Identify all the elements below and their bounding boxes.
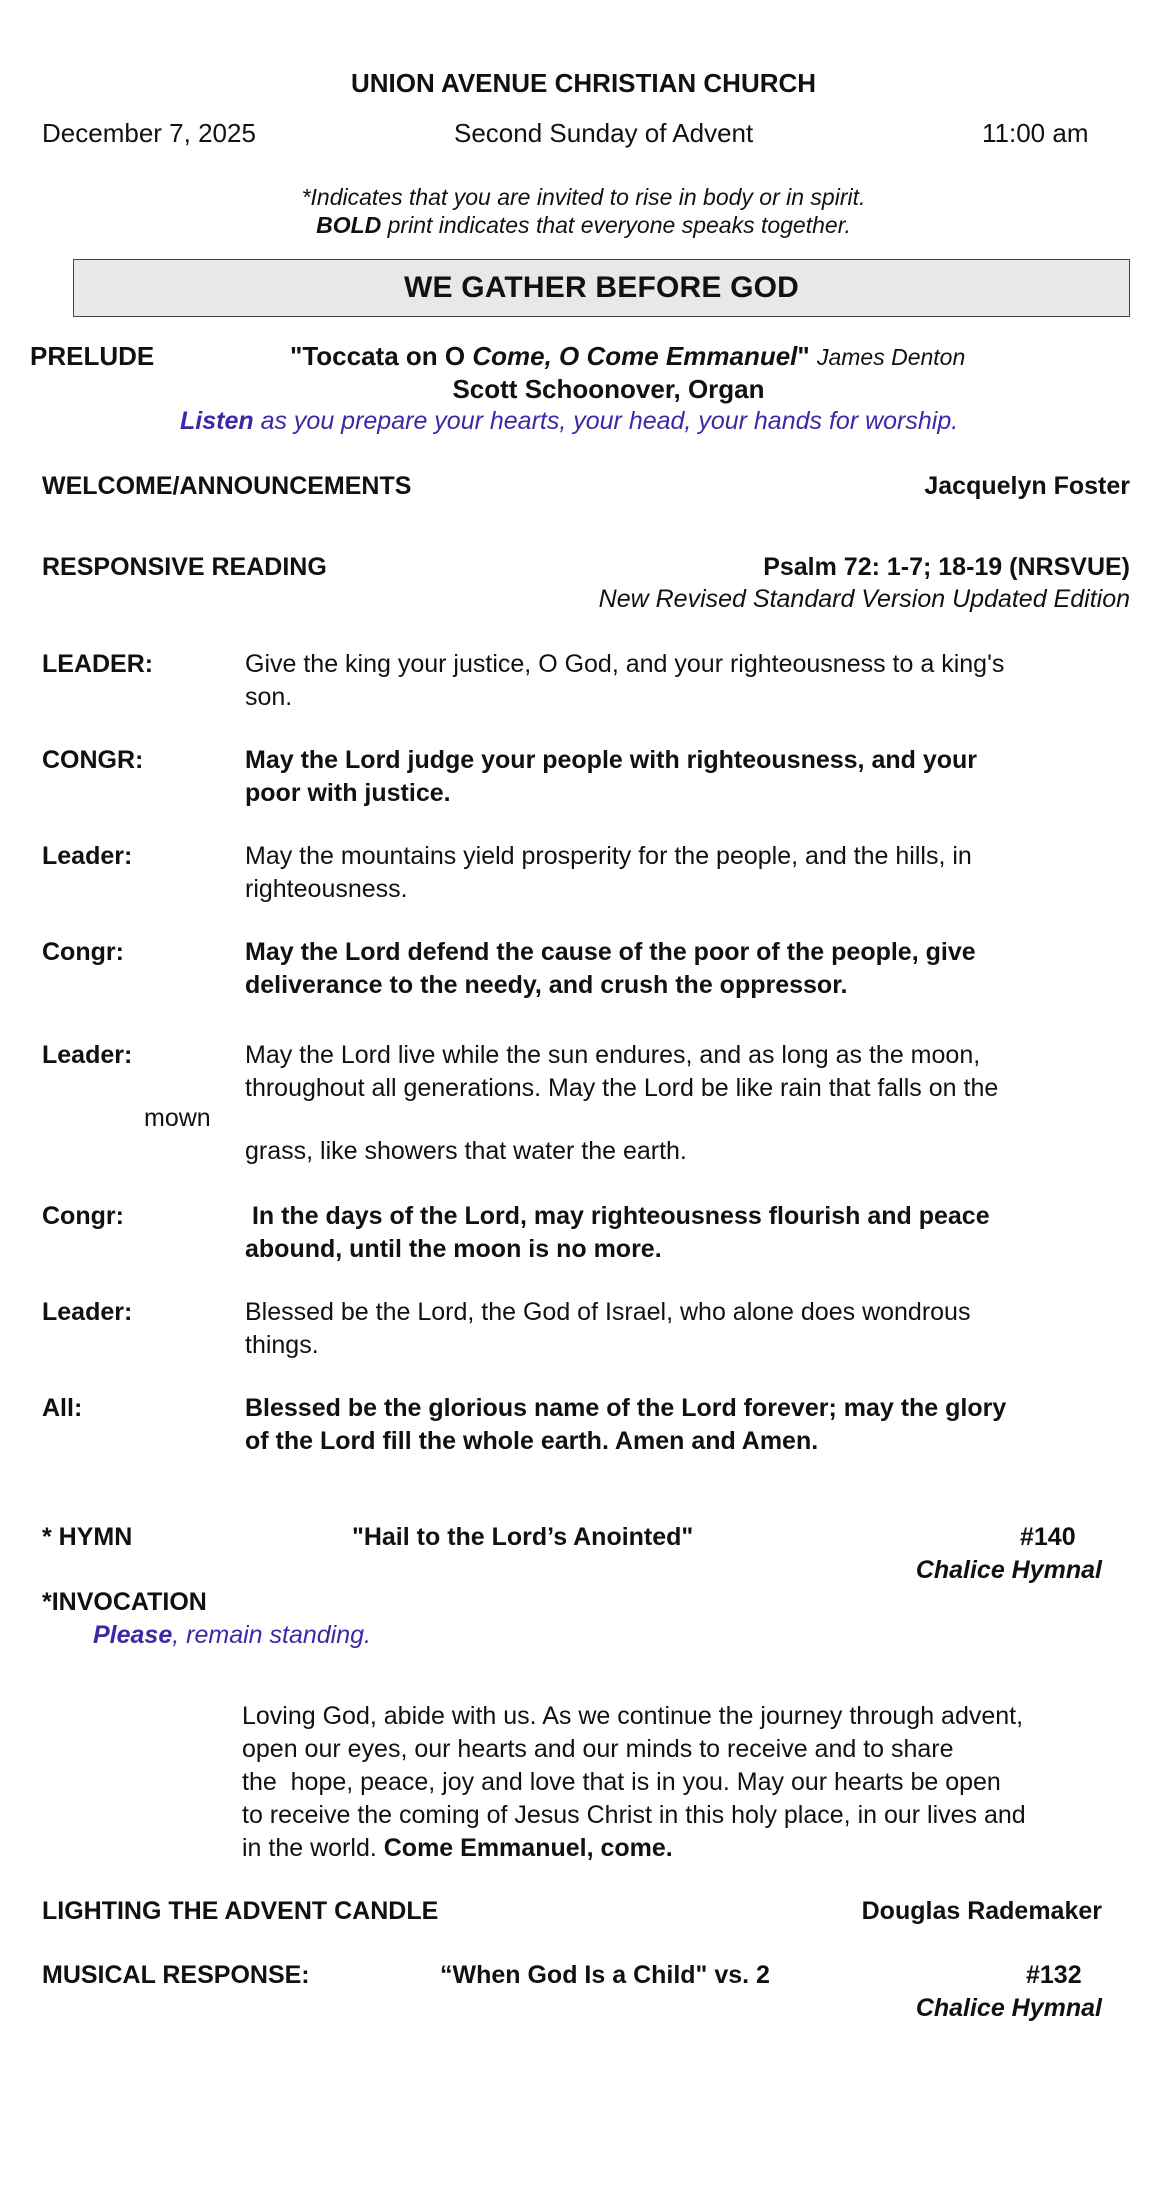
- candle-label: LIGHTING THE ADVENT CANDLE: [42, 1897, 439, 1925]
- welcome-leader: Jacquelyn Foster: [924, 472, 1130, 500]
- prelude-title: [290, 341, 965, 372]
- reading-text: [245, 1392, 1006, 1458]
- reading-speaker: Leader:: [42, 1298, 133, 1326]
- legend-line-2-rest: print indicates that everyone speaks together.: [381, 212, 851, 238]
- reading-text: [245, 1296, 970, 1362]
- reading-text: [245, 1200, 990, 1266]
- reading-speaker: Congr:: [42, 1202, 124, 1230]
- reading-text-line: In the days of the Lord, may righteousness flourish and peace: [245, 1202, 990, 1230]
- reading-speaker: Leader:: [42, 842, 133, 870]
- reading-text-line: Blessed be the glorious name of the Lord forever; may the glory: [245, 1394, 1007, 1422]
- prelude-performer: Scott Schoonover, Organ: [452, 374, 765, 404]
- reading-text: [245, 936, 976, 1002]
- reading-version: New Revised Standard Version Updated Edition: [598, 585, 1130, 613]
- prelude-instruction-rest: as you prepare your hearts, your head, your hands for worship.: [253, 407, 959, 435]
- reading-reference: Psalm 72: 1-7; 18-19 (NRSVUE): [763, 553, 1130, 581]
- invocation-instruction: [93, 1621, 371, 1650]
- hymn-number: #140: [1020, 1523, 1076, 1551]
- invocation-instruction-rest: , remain standing.: [172, 1621, 371, 1649]
- invocation-prayer: [242, 1667, 1026, 1898]
- prayer-line: Loving God, abide with us. As we continue the journey through advent,: [242, 1702, 1024, 1730]
- section-heading: WE GATHER BEFORE GOD: [403, 271, 800, 304]
- reading-text-line: of the Lord fill the whole earth. Amen and Amen.: [245, 1427, 819, 1455]
- musical-response-number: #132: [1026, 1961, 1082, 1989]
- hymn-hymnal: Chalice Hymnal: [915, 1556, 1102, 1584]
- church-name: UNION AVENUE CHRISTIAN CHURCH: [350, 68, 817, 98]
- section-heading-box: [73, 259, 1130, 317]
- prayer-line: to receive the coming of Jesus Christ in this holy place, in our lives and: [242, 1801, 1026, 1829]
- service-time: 11:00 am: [982, 118, 1089, 148]
- reading-text-line: Give the king your justice, O God, and your righteousness to a king's: [245, 650, 1005, 678]
- reading-label: RESPONSIVE READING: [42, 553, 327, 581]
- prelude-instruction: [180, 407, 958, 436]
- reading-speaker: CONGR:: [42, 746, 144, 774]
- reading-speaker: Congr:: [42, 938, 124, 966]
- prelude-title-part3: ": [797, 341, 810, 371]
- prelude-instruction-strong: Listen: [180, 407, 254, 435]
- prayer-line-text: in the world.: [242, 1834, 384, 1862]
- prelude-title-part1: "Toccata on O: [290, 341, 473, 371]
- reading-text-line: Blessed be the Lord, the God of Israel, who alone does wondrous: [245, 1298, 971, 1326]
- welcome-label: WELCOME/ANNOUNCEMENTS: [42, 472, 412, 500]
- prayer-closing: Come Emmanuel, come.: [383, 1834, 673, 1862]
- candle-leader: Douglas Rademaker: [861, 1897, 1102, 1925]
- reading-text-line: things.: [245, 1331, 319, 1359]
- hymn-title: "Hail to the Lord’s Anointed": [352, 1523, 694, 1551]
- reading-text-line: grass, like showers that water the earth.: [245, 1137, 687, 1165]
- reading-text-line: son.: [245, 683, 293, 711]
- prelude-title-part2: Come, O Come Emmanuel: [472, 341, 798, 371]
- reading-text-line: May the Lord judge your people with righteousness, and your: [245, 746, 978, 774]
- service-occasion: Second Sunday of Advent: [454, 118, 754, 148]
- legend-line-2: [0, 212, 1167, 239]
- invocation-instruction-strong: Please: [93, 1621, 173, 1649]
- reading-text-line: May the Lord defend the cause of the poor of the people, give: [245, 938, 976, 966]
- reading-speaker: LEADER:: [42, 650, 154, 678]
- prayer-line: [242, 1832, 1026, 1865]
- reading-text: [245, 1039, 998, 1105]
- service-date: December 7, 2025: [42, 118, 256, 148]
- reading-speaker: Leader:: [42, 1041, 133, 1069]
- reading-text-line: poor with justice.: [245, 779, 451, 807]
- reading-speaker: All:: [42, 1394, 83, 1422]
- reading-text-line: deliverance to the needy, and crush the oppressor.: [245, 971, 848, 999]
- prayer-line: open our eyes, our hearts and our minds to receive and to share: [242, 1735, 954, 1763]
- prelude-composer: James Denton: [816, 344, 966, 370]
- reading-text: [245, 648, 1004, 714]
- legend-bold-word: BOLD: [316, 212, 382, 238]
- reading-text-wrap: mown: [144, 1104, 211, 1132]
- reading-text-line: abound, until the moon is no more.: [245, 1235, 662, 1263]
- reading-text: [245, 840, 972, 906]
- musical-response-hymnal: Chalice Hymnal: [915, 1994, 1102, 2022]
- legend-line-1: *Indicates that you are invited to rise in body or in spirit.: [301, 184, 866, 210]
- prayer-line: the hope, peace, joy and love that is in you. May our hearts be open: [242, 1768, 1001, 1796]
- invocation-label: *INVOCATION: [42, 1588, 207, 1616]
- reading-text-line: righteousness.: [245, 875, 408, 903]
- musical-response-title: “When God Is a Child" vs. 2: [440, 1961, 770, 1989]
- reading-text-line: May the mountains yield prosperity for the people, and the hills, in: [245, 842, 972, 870]
- prelude-label: PRELUDE: [30, 341, 155, 371]
- reading-text-line: throughout all generations. May the Lord be like rain that falls on the: [245, 1074, 999, 1102]
- reading-text-line: May the Lord live while the sun endures, and as long as the moon,: [245, 1041, 981, 1069]
- reading-text: [245, 744, 977, 810]
- musical-response-label: MUSICAL RESPONSE:: [42, 1961, 310, 1989]
- hymn-label: * HYMN: [42, 1523, 133, 1551]
